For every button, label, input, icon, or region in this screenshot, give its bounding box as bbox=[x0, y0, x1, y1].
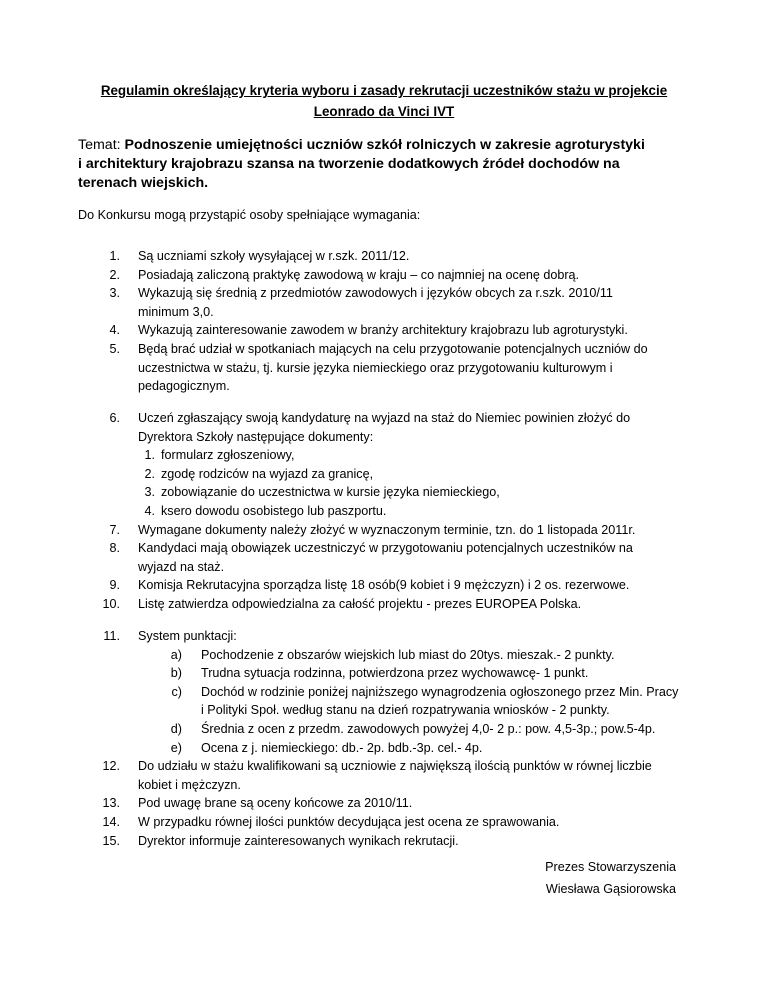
item-number: 1. bbox=[109, 249, 120, 263]
item-number: b) bbox=[170, 666, 182, 681]
item-number: 11. bbox=[103, 629, 120, 643]
item-number: 3. bbox=[144, 485, 155, 500]
item-number: 13. bbox=[102, 796, 120, 811]
topic-line-2: i architektury krajobrazu szansa na tworzenie dodatkowych źródeł dochodów na bbox=[78, 156, 620, 172]
item-number: 6. bbox=[109, 411, 120, 425]
intro-text: Do Konkursu mogą przystąpić osoby spełniające wymagania: bbox=[78, 208, 421, 222]
item-text: Wykazują się średnią z przedmiotów zawodowych i języków obcych za r.szk. 2010/11 bbox=[138, 286, 613, 301]
item-number: d) bbox=[170, 722, 182, 736]
item-text: zgodę rodziców na wyjazd za granicę, bbox=[161, 466, 374, 481]
item-text: Będą brać udział w spotkaniach mających na celu przygotowanie potencjalnych uczniów do bbox=[138, 342, 648, 356]
item-text: wyjazd na staż. bbox=[138, 559, 225, 574]
topic-block bbox=[78, 136, 698, 193]
item-text: W przypadku równej ilości punktów decydująca jest ocena ze sprawowania. bbox=[138, 815, 560, 829]
item-text: formularz zgłoszeniowy, bbox=[161, 448, 295, 463]
item-number: 9. bbox=[109, 578, 120, 593]
item-text: Uczeń zgłaszający swoją kandydaturę na wyjazd na staż do Niemiec powinien złożyć do bbox=[138, 411, 631, 425]
item-number: 12. bbox=[102, 759, 120, 774]
item-number: 2. bbox=[109, 267, 120, 282]
item-text: Dochód w rodzinie poniżej najniższego wynagrodzenia ogłoszonego przez Min. Pracy bbox=[201, 684, 679, 699]
item-text: Komisja Rekrutacyjna sporządza listę 18 osób(9 kobiet i 9 mężczyzn) i 2 os. rezerwowe. bbox=[138, 578, 630, 593]
item-text: Kandydaci mają obowiązek uczestniczyć w przygotowaniu potencjalnych uczestników na bbox=[138, 541, 633, 556]
item-text: Są uczniami szkoły wysyłającej w r.szk. 2011/12. bbox=[138, 249, 410, 263]
item-text: uczestnictwa w stażu, tj. kursie języka niemieckiego oraz przygotowaniu kulturowym i bbox=[138, 360, 613, 375]
item-text: Pochodzenie z obszarów wiejskich lub miast do 20tys. mieszak.- 2 punkty. bbox=[201, 647, 615, 662]
document-title bbox=[60, 80, 708, 122]
item-number: 1. bbox=[144, 448, 155, 463]
item-number: 2. bbox=[144, 466, 155, 481]
item-text: minimum 3,0. bbox=[138, 304, 214, 319]
item-text: i Polityki Społ. według stanu na dzień rozpatrywania wniosków - 2 punkty. bbox=[201, 703, 610, 718]
item-number: a) bbox=[170, 647, 182, 662]
item-number: 7. bbox=[109, 522, 120, 537]
item-number: 5. bbox=[109, 342, 120, 356]
item-number: 4. bbox=[144, 504, 155, 518]
topic-label: Temat: bbox=[78, 137, 125, 153]
item-text: Średnia z ocen z przedm. zawodowych powyżej 4,0- 2 p.: pow. 4,5-3p.; pow.5-4p. bbox=[201, 722, 656, 736]
item-text: Dyrektora Szkoły następujące dokumenty: bbox=[138, 429, 374, 444]
title-line-2: Leonrado da Vinci IVT bbox=[313, 104, 455, 119]
item-text: zobowiązanie do uczestnictwa w kursie języka niemieckiego, bbox=[161, 485, 500, 500]
item-text: kobiet i mężczyzn. bbox=[138, 777, 241, 792]
topic-line-1: Podnoszenie umiejętności uczniów szkół rolniczych w zakresie agroturystyki bbox=[124, 137, 645, 153]
title-line-1: Regulamin określający kryteria wyboru i zasady rekrutacji uczestników stażu w projekcie bbox=[100, 83, 668, 98]
item-text: Posiadają zaliczoną praktykę zawodową w kraju – co najmniej na ocenę dobrą. bbox=[138, 267, 580, 282]
signature-block bbox=[545, 856, 676, 900]
item-number: 14. bbox=[102, 815, 120, 829]
item-number: e) bbox=[170, 740, 182, 755]
topic-line-3: terenach wiejskich. bbox=[78, 175, 209, 191]
item-text: Ocena z j. niemieckiego: db.- 2p. bdb.-3p. cel.- 4p. bbox=[201, 740, 483, 755]
item-number: 8. bbox=[109, 541, 120, 556]
item-text: ksero dowodu osobistego lub paszportu. bbox=[161, 504, 387, 518]
item-text: System punktacji: bbox=[138, 629, 237, 643]
item-text: Wymagane dokumenty należy złożyć w wyznaczonym terminie, tzn. do 1 listopada 2011r. bbox=[138, 522, 636, 537]
item-number: c) bbox=[171, 684, 182, 699]
item-number: 3. bbox=[109, 286, 120, 301]
signature-role: Prezes Stowarzyszenia bbox=[545, 860, 676, 874]
item-text: Dyrektor informuje zainteresowanych wynikach rekrutacji. bbox=[138, 833, 459, 848]
item-text: Trudna sytuacja rodzinna, potwierdzona przez wychowawcę- 1 punkt. bbox=[201, 666, 589, 681]
item-text: Pod uwagę brane są oceny końcowe za 2010/11. bbox=[138, 796, 413, 811]
item-text: pedagogicznym. bbox=[138, 379, 230, 394]
signature-name: Wiesława Gąsiorowska bbox=[545, 882, 676, 896]
item-number: 10. bbox=[102, 597, 120, 611]
item-text: Listę zatwierdza odpowiedzialna za całość projektu - prezes EUROPEA Polska. bbox=[138, 597, 582, 611]
item-number: 4. bbox=[109, 323, 120, 338]
item-number: 15. bbox=[102, 833, 120, 848]
item-text: Do udziału w stażu kwalifikowani są uczniowie z największą ilością punktów w równej liczbie bbox=[138, 759, 652, 774]
item-text: Wykazują zainteresowanie zawodem w branży architektury krajobrazu lub agroturystyki. bbox=[138, 323, 628, 338]
